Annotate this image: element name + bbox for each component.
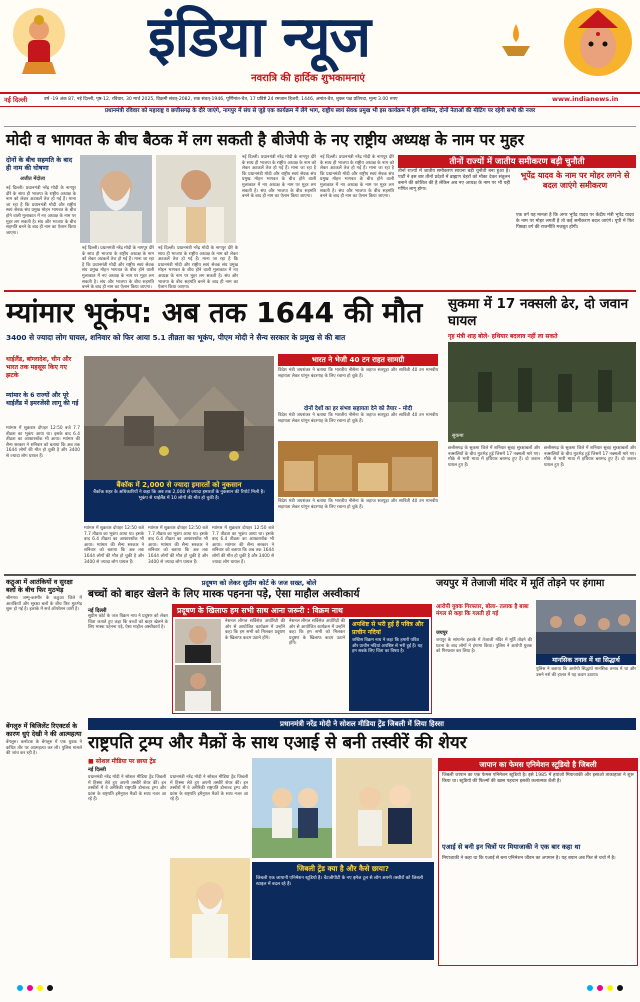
ghibli-image-2 <box>336 758 432 858</box>
brief-bengaluru-heading[interactable]: बेंगलुरु में बिजिलेंट रिएक्टर्स के कारण धुएं देखी ने की आत्महत्या <box>6 722 82 738</box>
rivers-box <box>349 619 429 711</box>
rivers-heading: अपशिष्ट से भरी हुई हैं पवित्र और प्राचीन नदियां <box>352 621 424 636</box>
aid-heading: भारत ने भेजी 40 टन राहत सामग्री <box>278 354 438 366</box>
yadav-heading: भूपेंद्र यादव के नाम पर मोहर लगने से बदल जाएंगे समीकरण <box>520 171 630 190</box>
brief-kathua <box>6 578 82 718</box>
quake-subhead: 3400 से ज्यादा लोग घायल, शनिवार को फिर आया 5.1 तीव्रता का भूकंप, पीएम मोदी ने सैन्य सरकार के प्रमुख से की बात <box>6 333 346 342</box>
goddess-image-left <box>8 4 70 84</box>
jaipur-caption <box>536 654 636 714</box>
rivers-body: जस्टिस विक्रम नाथ ने कहा कि हमारी पवित्र और प्राचीन नदियां अपशिष्ट से भरी हुई हैं। यह हम सबके लिए चिंता का विषय है। <box>352 638 423 655</box>
aid-sub: दोनों देशों का हर संभव सहायता देने को तैयार - मोदी <box>303 406 413 412</box>
divider <box>4 574 636 576</box>
ghibli-image-1 <box>252 758 332 858</box>
city: नई दिल्ली <box>4 96 28 104</box>
sukma-photo <box>448 342 636 442</box>
lead-body-2: नई दिल्ली। प्रधानमंत्री नरेंद्र मोदी के नागपुर दौरे के साथ ही भाजपा के राष्ट्रीय अध्यक्ष के नाम को लेकर अटकलें तेज हो गई हैं। माना जा रहा है कि प्रधानमंत्री मोदी और राष्ट्रीय स्वयं सेवक संघ प्रमुख मोहन भागवत के बीच होने वाली मुलाकात में नए अध्यक्ष के नाम पर मुहर लग सकती है। संघ और भाजपा के बीच सहमति बनने के बाद ही नाम का ऐलान किया जाएगा। <box>82 246 154 291</box>
dateline-bar <box>0 92 640 107</box>
japan-box <box>438 758 638 966</box>
pollution-body-2: नेशनल लीगल सर्विसेज अथॉरिटी की ओर से आयोजित कार्यक्रम में उन्होंने कहा कि हम सभी को मिलकर प्रदूषण के खिलाफ कदम उठाने होंगे। <box>289 619 345 647</box>
quake-side-kicker: थाईलैंड, बांग्लादेश, चीन और भारत तक महसूस किए गए झटके <box>6 356 72 379</box>
aid-box <box>278 354 438 570</box>
ghibli-body-1: प्रधानमंत्री नरेंद्र मोदी ने सोशल मीडिया ट्रेंड जिबली में हिस्सा लेते हुए अपनी तस्वीरें शेयर कीं। इन तस्वीरों में वे अमेरिकी राष्ट्रपति डोनाल्ड ट्रम्प और फ्रांस के राष्ट्रपति इमैनुएल मैक्रों के साथ नजर आ रहे हैं। <box>88 775 166 803</box>
aid-photo <box>278 441 438 497</box>
tagline: नवरात्रि की हार्दिक शुभकामनाएं <box>251 73 365 84</box>
lead-body-1: नई दिल्ली। प्रधानमंत्री नरेंद्र मोदी के नागपुर दौरे के साथ ही भाजपा के राष्ट्रीय अध्यक्ष के नाम को लेकर अटकलें तेज हो गई हैं। माना जा रहा है कि प्रधानमंत्री मोदी और राष्ट्रीय स्वयं सेवक संघ प्रमुख मोहन भागवत के बीच होने वाली मुलाकात में नए अध्यक्ष के नाम पर मुहर लग सकती है। संघ और भाजपा के बीच सहमति बनने के बाद ही नाम का ऐलान किया जाएगा। <box>6 186 76 236</box>
children-kicker: प्रदूषण को लेकर सुप्रीम कोर्ट के जज सख्त, बोले <box>201 579 317 587</box>
pollution-box <box>172 604 432 714</box>
jaipur-caption-body: पुलिस ने बताया कि आरोपी सिद्धार्थ मानसिक तनाव में था और उसने नशे की हालत में यह कदम उठाया। <box>536 667 636 678</box>
lead-body-5: नई दिल्ली। प्रधानमंत्री नरेंद्र मोदी के नागपुर दौरे के साथ ही भाजपा के राष्ट्रीय अध्यक्ष के नाम को लेकर अटकलें तेज हो गई हैं। माना जा रहा है कि प्रधानमंत्री मोदी और राष्ट्रीय स्वयं सेवक संघ प्रमुख मोहन भागवत के बीच होने वाली मुलाकात में नए अध्यक्ष के नाम पर मुहर लग सकती है। संघ और भाजपा के बीच सहमति बनने के बाद ही नाम का ऐलान किया जाएगा। <box>320 155 394 200</box>
jaipur-body: जयपुर के सांगानेर इलाके में तेजाजी मंदिर में मूर्ति तोड़ने की घटना के बाद लोगों ने हंगामा किया। पुलिस ने आरोपी युवक को गिरफ्तार कर लिया है। <box>436 638 532 655</box>
sukma-subhead: गृह मंत्री शाह बोले- हथियार बदलाव नहीं ला सकते <box>448 333 558 340</box>
jaipur-headline[interactable]: जयपुर में तेजाजी मंदिर में मूर्ति तोड़ने पर हंगामा <box>436 578 605 589</box>
ticker <box>4 107 636 125</box>
brief-bengaluru <box>6 722 82 970</box>
japan-heading: जापान का फेमस एनिमेशन स्टूडियो है जिबली <box>439 759 637 771</box>
diya-icon <box>496 20 536 60</box>
pollution-body: नेशनल लीगल सर्विसेज अथॉरिटी की ओर से आयोजित कार्यक्रम में उन्होंने कहा कि हम सभी को मिलकर प्रदूषण के खिलाफ कदम उठाने होंगे। <box>225 619 285 641</box>
divider <box>4 290 636 292</box>
lead-headline[interactable]: मोदी व भागवत के बीच बैठक में लग सकती है बीजेपी के नए राष्ट्रीय अध्यक्ष के नाम पर मुहर <box>6 131 524 149</box>
pm-bar <box>88 718 636 730</box>
quake-photo <box>84 356 274 480</box>
quake-body-2: म्यांमार में शुक्रवार दोपहर 12:50 बजे 7.7 तीव्रता का भूकंप आया था। इसके बाद 6.4 तीव्रता का आफ्टरशॉक भी आया। म्यांमार की सैन्य सरकार ने शनिवार को बताया कि अब तक 1644 लोगों की मौत हो चुकी है और 3400 से ज्यादा लोग घायल हैं। <box>84 526 144 565</box>
sukma-body-2: छत्तीसगढ़ के सुकमा जिले में शनिवार सुबह सुरक्षाबलों और नक्सलियों के बीच मुठभेड़ हुई जिसमें 17 नक्सली मारे गए। मौके से भारी मात्रा में हथियार बरामद हुए हैं। दो जवान घायल हुए हैं। <box>544 446 636 468</box>
quake-photo-caption <box>84 480 274 522</box>
brief-kathua-body: श्रीनगर। जम्मू-कश्मीर के कठुआ जिले में आतंकियों और सुरक्षा बलों के बीच फिर मुठभेड़ शुरू हो गई है। इलाके में सर्च ऑपरेशन जारी है। <box>6 596 82 613</box>
dateline: वर्ष -19 अंक 87, नई दिल्ली, पृष्ठ-12, रविवार, 30 मार्च 2025, विक्रमी संवत्-2082, शक संवत्-1946, पूर्णिमांत-चैत्र, 17 प्रविष्टे 24 रमजान हिजरी, 1446, अमांत-चैत्र, शुक्ल पक्ष प्रतिपदा, मूल्य 3.00 रुपए <box>44 97 398 102</box>
sukma-body-1: छत्तीसगढ़ के सुकमा जिले में शनिवार सुबह सुरक्षाबलों और नक्सलियों के बीच मुठभेड़ हुई जिसमें 17 नक्सली मारे गए। मौके से भारी मात्रा में हथियार बरामद हुए हैं। दो जवान घायल हुए हैं। <box>448 446 540 468</box>
color-registration-strip <box>0 978 640 998</box>
ghibli-label-text: सोशल मीडिया पर छाया ट्रेंड <box>95 758 156 765</box>
children-headline[interactable]: बच्चों को बाहर खेलने के लिए मास्क पहनना पड़े, ऐसा माहौल अस्वीकार्य <box>88 588 360 600</box>
japan-body-2: मियाजाकी ने कहा था कि एआई से बना एनिमेशन जीवन का अपमान है। यह बयान अब फिर से चर्चा में है। <box>442 855 616 861</box>
ghibli-caption-box <box>252 862 434 960</box>
pm-bar-text: प्रधानमंत्री नरेंद्र मोदी ने सोशल मीडिया ट्रेंड जिबली में लिया हिस्सा <box>280 720 444 728</box>
aid-body-2: विदेश मंत्री जयशंकर ने बताया कि भारतीय नौसेना के जहाज सतपुड़ा और सावित्री 40 टन मानवीय सहायता लेकर यांगून बंदरगाह के लिए रवाना हो चुके हैं। <box>278 413 438 424</box>
bullet-icon: ■ <box>88 758 96 765</box>
ghibli-image-3 <box>170 858 250 958</box>
lead-kicker: दोनों के बीच सहमति के बाद ही नाम की घोषणा <box>6 156 73 172</box>
jaipur-caption-title: मानसिक तनाव में था सिद्धार्थ <box>536 654 636 665</box>
yadav-body: एक वर्ग यह मानता है कि अगर भूपेंद्र यादव पर केंद्रीय मंत्री भूपेंद्र यादव के नाम पर मोहर लगती है तो कई समीकरण बदल जाएंगे। यूपी में फिर पिछड़ा वर्ग की राजनीति मजबूत होगी। <box>516 213 634 230</box>
brief-kathua-heading[interactable]: कठुआ में आतंकियों व सुरक्षा बलों के बीच फिर मुठभेड़ <box>6 578 73 594</box>
judge-photo <box>175 619 221 663</box>
japan-heading-2: एआई से बनी इन चित्रों पर मियाजाकी ने एक बार कहा था <box>442 843 581 851</box>
lead-body-3: नई दिल्ली। प्रधानमंत्री नरेंद्र मोदी के नागपुर दौरे के साथ ही भाजपा के राष्ट्रीय अध्यक्ष के नाम को लेकर अटकलें तेज हो गई हैं। माना जा रहा है कि प्रधानमंत्री मोदी और राष्ट्रीय स्वयं सेवक संघ प्रमुख मोहन भागवत के बीच होने वाली मुलाकात में नए अध्यक्ष के नाम पर मुहर लग सकती है। संघ और भाजपा के बीच सहमति बनने के बाद ही नाम का ऐलान किया जाएगा। <box>158 246 238 291</box>
ghibli-label <box>88 757 156 765</box>
ticker-text: प्रधानमंत्री रविवार को महाराष्ट्र व छत्तीसगढ़ के दौरे जाएंगे, नागपुर में संघ से जुड़े एक कार्यक्रम में लेंगे भाग, राष्ट्रीय स्वयं सेवक प्रमुख भी इस कार्यक्रम में होंगे शामिल, दोनों नेताओं की मीटिंग पर रहेगी सभी की नजर <box>104 108 536 114</box>
ghibli-headline[interactable]: राष्ट्रपति ट्रम्प और मैक्रों के साथ एआई से बनी तस्वीरें की शेयर <box>88 733 467 753</box>
lead-body-4: नई दिल्ली। प्रधानमंत्री नरेंद्र मोदी के नागपुर दौरे के साथ ही भाजपा के राष्ट्रीय अध्यक्ष के नाम को लेकर अटकलें तेज हो गई हैं। माना जा रहा है कि प्रधानमंत्री मोदी और राष्ट्रीय स्वयं सेवक संघ प्रमुख मोहन भागवत के बीच होने वाली मुलाकात में नए अध्यक्ष के नाम पर मुहर लग सकती है। संघ और भाजपा के बीच सहमति बनने के बाद ही नाम का ऐलान किया जाएगा। <box>242 155 316 200</box>
court-photo <box>175 665 221 711</box>
bhagwat-photo <box>156 155 236 243</box>
japan-body: जिबली जापान का एक फेमस एनिमेशन स्टूडियो है। इसे 1985 में हयाओ मियाजाकी और इसाओ ताकाहाता ने शुरू किया था। स्टूडियो की फिल्मों की खास पहचान इसकी कलात्मक शैली है। <box>442 773 634 784</box>
sukma-photo-label: सुकमा <box>452 433 464 439</box>
quake-body-3: म्यांमार में शुक्रवार दोपहर 12:50 बजे 7.7 तीव्रता का भूकंप आया था। इसके बाद 6.4 तीव्रता का आफ्टरशॉक भी आया। म्यांमार की सैन्य सरकार ने शनिवार को बताया कि अब तक 1644 लोगों की मौत हो चुकी है और 3400 से ज्यादा लोग घायल हैं। <box>148 526 208 565</box>
caste-body: तीनों राज्यों में जातीय समीकरण साधना बड़ी चुनौती बना हुआ है। पार्टी ने इस बार तीनों प्रदेशों में ब्राह्मण चेहरों को मौका देकर संतुलन बनाने की कोशिश की है लेकिन अब नए अध्यक्ष के नाम पर भी यही गणित लागू होगा। <box>398 169 510 192</box>
modi-photo <box>80 155 152 243</box>
aid-body-3: विदेश मंत्री जयशंकर ने बताया कि भारतीय नौसेना के जहाज सतपुड़ा और सावित्री 40 टन मानवीय सहायता लेकर यांगून बंदरगाह के लिए रवाना हो चुके हैं। <box>278 499 438 510</box>
jaipur-dateline: जयपुर <box>436 630 448 636</box>
children-body: सुप्रीम कोर्ट के जज विक्रम नाथ ने प्रदूषण को लेकर चिंता जताते हुए कहा कि बच्चों को बाहर खेलने के लिए मास्क पहनना पड़े, ऐसा माहौल अस्वीकार्य है। <box>88 614 168 631</box>
quake-body-1: म्यांमार में शुक्रवार दोपहर 12:50 बजे 7.7 तीव्रता का भूकंप आया था। इसके बाद 6.4 तीव्रता का आफ्टरशॉक भी आया। म्यांमार की सैन्य सरकार ने शनिवार को बताया कि अब तक 1644 लोगों की मौत हो चुकी है और 3400 से ज्यादा लोग घायल हैं। <box>6 426 80 459</box>
aid-body: विदेश मंत्री जयशंकर ने बताया कि भारतीय नौसेना के जहाज सतपुड़ा और सावित्री 40 टन मानवीय सहायता लेकर यांगून बंदरगाह के लिए रवाना हो चुके हैं। <box>278 368 438 379</box>
quake-body-4: म्यांमार में शुक्रवार दोपहर 12:50 बजे 7.7 तीव्रता का भूकंप आया था। इसके बाद 6.4 तीव्रता का आफ्टरशॉक भी आया। म्यांमार की सैन्य सरकार ने शनिवार को बताया कि अब तक 1644 लोगों की मौत हो चुकी है और 3400 से ज्यादा लोग घायल हैं। <box>212 526 274 565</box>
brief-bengaluru-body: बेंगलुरु। कर्नाटक के बेंगलुरु में एक युवक ने कथित तौर पर आत्महत्या कर ली। पुलिस मामले की जांच कर रही है। <box>6 740 82 757</box>
ghibli-caption-body: जिबली एक जापानी एनिमेशन स्टूडियो है। चैटजीपीटी के नए इमेज टूल से लोग अपनी तस्वीरों को जिबली स्टाइल में बदल रहे हैं। <box>256 876 424 887</box>
ghibli-body-2: प्रधानमंत्री नरेंद्र मोदी ने सोशल मीडिया ट्रेंड जिबली में हिस्सा लेते हुए अपनी तस्वीरें शेयर कीं। इन तस्वीरों में वे अमेरिकी राष्ट्रपति डोनाल्ड ट्रम्प और फ्रांस के राष्ट्रपति इमैनुएल मैक्रों के साथ नजर आ रहे हैं। <box>170 775 248 803</box>
brand-logo[interactable]: इंडिया न्यूज <box>148 4 370 70</box>
children-dateline: नई दिल्ली <box>88 608 107 614</box>
divider <box>4 126 636 127</box>
quake-caption-body: बैंकॉक शहर के अधिकारियों ने कहा कि अब तक 2,000 से ज्यादा इमारतों के नुकसान की रिपोर्ट मिली है। भूकंप से थाईलैंड में 10 लोगों की मौत हो चुकी है। <box>93 490 265 501</box>
goddess-image-right <box>548 4 636 84</box>
ghibli-caption-heading: जिबली ट्रेंड क्या है और कैसे छाया? <box>297 864 389 873</box>
ghibli-dateline: नई दिल्ली <box>88 767 106 773</box>
pollution-heading: प्रदूषण के खिलाफ हम सभी साथ आना जरूरी : विक्रम नाथ <box>173 605 431 617</box>
sukma-headline[interactable]: सुकमा में 17 नक्सली ढेर, दो जवान घायल <box>448 296 629 329</box>
jaipur-photo <box>536 600 636 654</box>
quake-side-kicker2: म्यांमार के 6 राज्यों और पूरे थाईलैंड में इमरजेंसी लागू की गई <box>6 392 79 407</box>
quake-caption-title: बैंकॉक में 2,000 से ज्यादा इमारतों को नुकसान <box>116 481 242 489</box>
caste-box <box>398 155 636 286</box>
masthead <box>0 0 640 90</box>
website-link[interactable]: www.indianews.in <box>552 95 619 103</box>
quake-headline[interactable]: म्यांमार भूकंप: अब तक 1644 की मौत <box>6 296 423 329</box>
lead-byline: अजीत मेंदोला <box>20 176 46 182</box>
jaipur-subhead: आरोपी युवक गिरफ्तार, बोला- तलाक है बाबा मंगल से कहा कि गलती हो गई <box>436 604 529 617</box>
caste-heading: तीनों राज्यों में जातीय समीकरण बड़ी चुनौती <box>398 155 636 168</box>
